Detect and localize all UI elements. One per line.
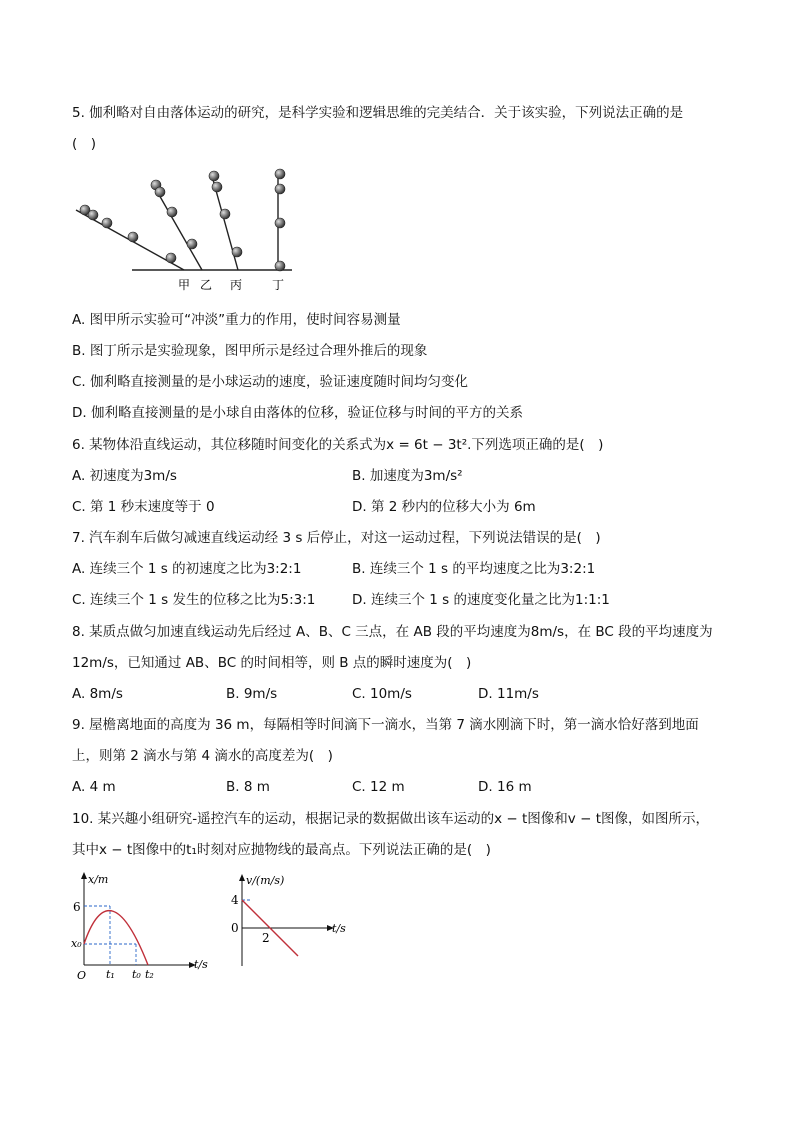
- vt-xlabel: t/s: [332, 922, 346, 935]
- vt-ylabel: v/(m/s): [246, 874, 285, 887]
- q9-stem-line2: 上，则第 2 滴水与第 4 滴水的高度差为( ): [72, 748, 333, 764]
- label-jia: 甲: [178, 278, 191, 292]
- xt-ylabel: x/m: [88, 873, 109, 886]
- q6-option-d: D. 第 2 秒内的位移大小为 6m: [352, 499, 536, 515]
- q7-option-c: C. 连续三个 1 s 发生的位移之比为5:3:1: [72, 592, 316, 608]
- q9-stem-line1: 9. 屋檐离地面的高度为 36 m，每隔相等时间滴下一滴水，当第 7 滴水刚滴下时，第一滴水恰好落到地面: [72, 717, 699, 733]
- vt-ytick-4: 4: [231, 893, 239, 907]
- xt-xtick-t2: t₂: [145, 968, 154, 981]
- vt-ytick-0: 0: [231, 921, 239, 935]
- q7-option-a: A. 连续三个 1 s 的初速度之比为3:2:1: [72, 561, 302, 577]
- q5-paren: ( ): [72, 136, 97, 152]
- q8-option-b: B. 9m/s: [226, 686, 278, 702]
- q9-option-c: C. 12 m: [352, 779, 405, 795]
- q5-option-b: B. 图丁所示是实验现象，图甲所示是经过合理外推后的现象: [72, 343, 428, 359]
- q9-option-d: D. 16 m: [478, 779, 532, 795]
- q10-stem-line2: 其中x − t图像中的t₁时刻对应抛物线的最高点。下列说法正确的是( ): [72, 842, 491, 858]
- q7-option-b: B. 连续三个 1 s 的平均速度之比为3:2:1: [352, 561, 596, 577]
- q8-option-a: A. 8m/s: [72, 686, 123, 702]
- q7-stem: 7. 汽车刹车后做匀减速直线运动经 3 s 后停止，对这一运动过程，下列说法错误的是( ): [72, 530, 601, 546]
- q5-figure: [68, 164, 308, 294]
- vt-graph: [228, 870, 358, 970]
- xt-ytick-6: 6: [73, 900, 81, 914]
- xt-parabola: [84, 911, 148, 965]
- xt-xlabel: t/s: [194, 958, 208, 971]
- q6-option-a: A. 初速度为3m/s: [72, 468, 177, 484]
- xt-xtick-t0: t₀: [132, 968, 141, 981]
- vt-xtick-2: 2: [262, 931, 270, 945]
- xt-ytick-x0: x₀: [71, 937, 82, 950]
- q8-stem-line2: 12m/s，已知通过 AB、BC 的时间相等，则 B 点的瞬时速度为( ): [72, 655, 472, 671]
- label-ding: 丁: [272, 278, 285, 292]
- q6-option-c: C. 第 1 秒末速度等于 0: [72, 499, 215, 515]
- xt-graph: [68, 870, 218, 982]
- q5-option-d: D. 伽利略直接测量的是小球自由落体的位移，验证位移与时间的平方的关系: [72, 405, 523, 421]
- q7-option-d: D. 连续三个 1 s 的速度变化量之比为1:1:1: [352, 592, 610, 608]
- q8-option-c: C. 10m/s: [352, 686, 412, 702]
- q10-stem-line1: 10. 某兴趣小组研究-遥控汽车的运动，根据记录的数据做出该车运动的x − t图像和v − t图像，如图所示，: [72, 811, 709, 827]
- q5-option-a: A. 图甲所示实验可“冲淡”重力的作用，使时间容易测量: [72, 312, 401, 328]
- q8-stem-line1: 8. 某质点做匀加速直线运动先后经过 A、B、C 三点，在 AB 段的平均速度为8m/s，在 BC 段的平均速度为: [72, 624, 713, 640]
- q5-option-c: C. 伽利略直接测量的是小球运动的速度，验证速度随时间均匀变化: [72, 374, 469, 390]
- q8-option-d: D. 11m/s: [478, 686, 539, 702]
- q6-stem: 6. 某物体沿直线运动，其位移随时间变化的关系式为x = 6t − 3t².下列选项正确的是( ): [72, 437, 604, 453]
- label-yi: 乙: [200, 278, 213, 292]
- q6-option-b: B. 加速度为3m/s²: [352, 468, 463, 484]
- q5-stem: 5. 伽利略对自由落体运动的研究，是科学实验和逻辑思维的完美结合．关于该实验，下列说法正确的是: [72, 105, 684, 121]
- label-bing: 丙: [230, 278, 243, 292]
- xt-xtick-t1: t₁: [106, 968, 115, 981]
- q9-option-b: B. 8 m: [226, 779, 270, 795]
- xt-origin: O: [77, 969, 87, 982]
- q9-option-a: A. 4 m: [72, 779, 116, 795]
